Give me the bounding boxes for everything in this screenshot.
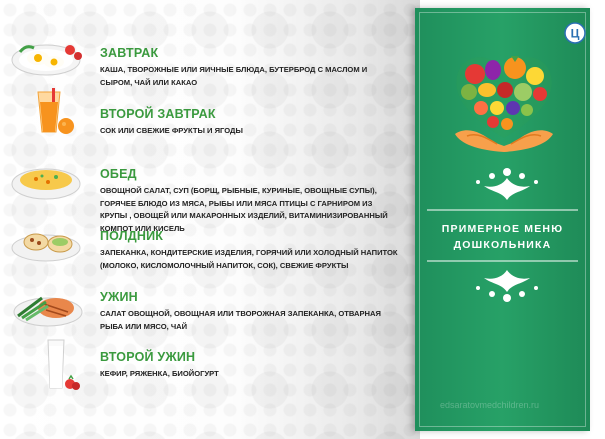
meal-dinner (100, 290, 400, 333)
meal-description: ОВОЩНОЙ САЛАТ, СУП (БОРЩ, РЫБНЫЕ, КУРИНЫЕ, ОВОЩНЫЕ СУПЫ), ГОРЯЧЕЕ БЛЮДО ИЗ МЯСА, РЫБЫ ИЛИ МЯСА ПТИЦЫ С ГАРНИРОМ ИЗ КРУПЫ , ОВОЩЕЙ ИЛИ МАКАРОННЫХ ИЗДЕЛИЙ, ВИТАМИНИЗИРОВАННЫЙ КОМПОТ ИЛИ КИСЕЛЬ (100, 186, 388, 233)
meal-description: КАША, ТВОРОЖНЫЕ ИЛИ ЯИЧНЫЕ БЛЮДА, БУТЕРБРОД С МАСЛОМ И СЫРОМ, ЧАЙ ИЛИ КАКАО (100, 65, 368, 87)
meal-second-dinner (100, 350, 400, 381)
top-divider-icon (427, 207, 578, 213)
meal-second-breakfast (100, 107, 400, 138)
fruit-heart-illustration-icon (447, 46, 562, 156)
kefir-glass-icon (8, 336, 88, 392)
breakfast-plate-icon (8, 38, 88, 78)
meal-breakfast (100, 46, 400, 89)
meal-afternoon-snack (100, 229, 400, 272)
menu-title-line2: ДОШКОЛЬНИКА (453, 239, 552, 251)
organization-logo-icon (564, 22, 586, 44)
menu-title (415, 221, 590, 253)
soup-bowl-icon (8, 160, 88, 204)
meal-description: КЕФИР, РЯЖЕНКА, БИОЙОГУРТ (100, 369, 219, 378)
meal-title: ВТОРОЙ УЖИН (100, 350, 196, 364)
dinner-plate-icon (8, 286, 88, 330)
meal-title: УЖИН (100, 290, 138, 304)
bottom-divider-icon (427, 258, 578, 264)
meal-description: САЛАТ ОВОЩНОЙ, ОВОЩНАЯ ИЛИ ТВОРОЖНАЯ ЗАПЕКАНКА, ОТВАРНАЯ РЫБА ИЛИ МЯСО, ЧАЙ (100, 309, 381, 331)
meal-description: СОК ИЛИ СВЕЖИЕ ФРУКТЫ И ЯГОДЫ (100, 126, 243, 135)
bottom-ornament-icon (472, 266, 542, 304)
top-ornament-icon (472, 166, 542, 204)
site-watermark: edsaratovmedchildren.ru (440, 400, 540, 410)
meal-title: ПОЛДНИК (100, 229, 164, 243)
meal-title: ВТОРОЙ ЗАВТРАК (100, 107, 216, 121)
logo-letter: Ц (570, 26, 580, 41)
juice-orange-icon (8, 88, 88, 136)
menu-title-panel (415, 8, 590, 431)
menu-title-line1: ПРИМЕРНОЕ МЕНЮ (441, 223, 564, 235)
meal-title: ОБЕД (100, 167, 137, 181)
snack-plate-icon (8, 226, 88, 264)
meal-title: ЗАВТРАК (100, 46, 159, 60)
meal-lunch (100, 167, 400, 235)
meal-description: ЗАПЕКАНКА, КОНДИТЕРСКИЕ ИЗДЕЛИЯ, ГОРЯЧИЙ ИЛИ ХОЛОДНЫЙ НАПИТОК (МОЛОКО, КИСЛОМОЛОЧНЫЙ НАПИТОК, СОК), СВЕЖИЕ ФРУКТЫ (100, 248, 398, 270)
